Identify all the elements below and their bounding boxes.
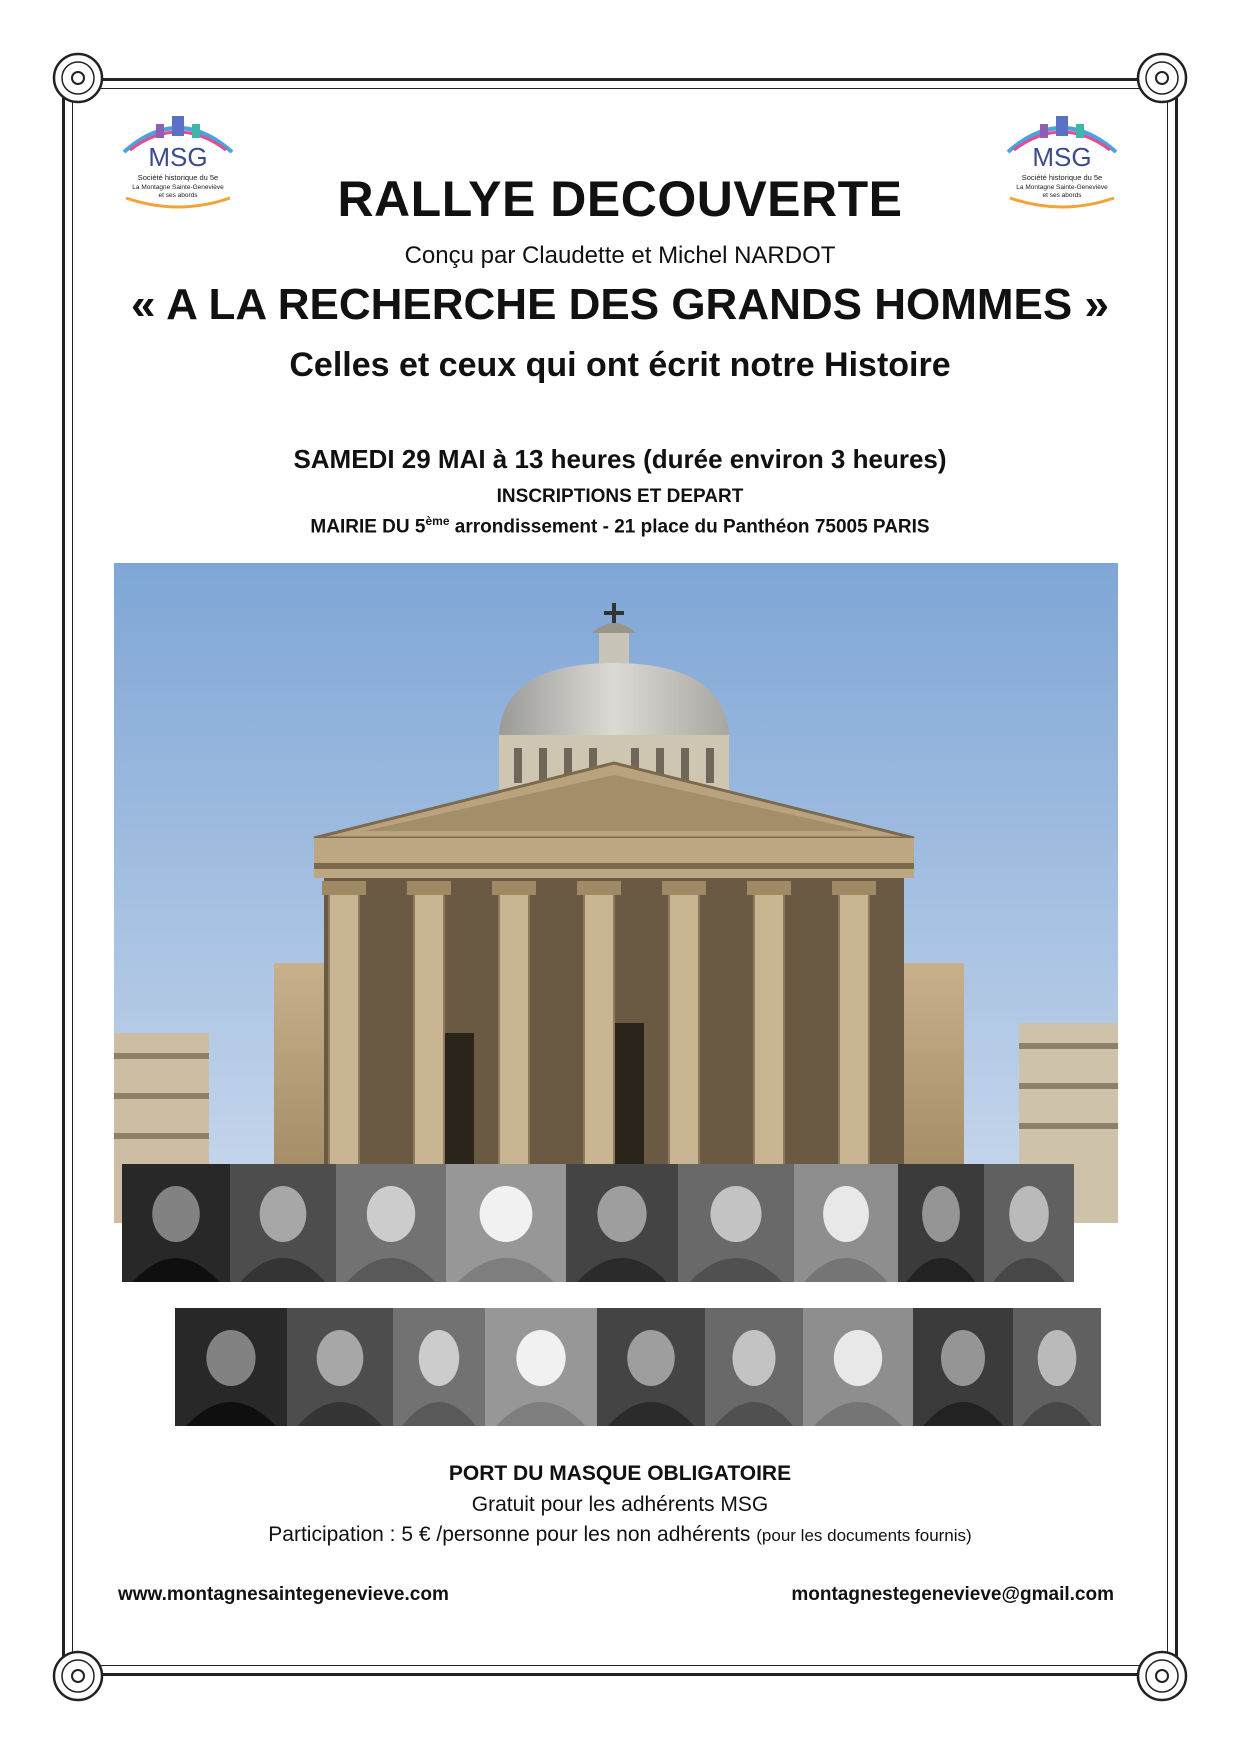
row1-portrait (566, 1164, 678, 1282)
mask-notice: PORT DU MASQUE OBLIGATOIRE (448, 1462, 792, 1485)
participation-fee: Participation : 5 € /personne pour les non adhérents (pour les documents fournis) (268, 1523, 972, 1546)
row2-portrait (597, 1308, 705, 1426)
row2-portrait (485, 1308, 597, 1426)
event-inscriptions: INSCRIPTIONS ET DEPART (496, 486, 744, 507)
free-for-members: Gratuit pour les adhérents MSG (471, 1493, 769, 1516)
row1-portrait (794, 1164, 898, 1282)
row1-portrait (122, 1164, 230, 1282)
row2-portrait (1013, 1308, 1101, 1426)
row2-portrait (393, 1308, 485, 1426)
row2-portrait (803, 1308, 913, 1426)
poster-title: RALLYE DECOUVERTE (337, 171, 903, 227)
event-address: MAIRIE DU 5ème arrondissement - 21 place du Panthéon 75005 PARIS (310, 514, 930, 538)
corner-ornament-top-right (1134, 50, 1190, 106)
row2-portrait (705, 1308, 803, 1426)
poster-subtitle: Celles et ceux qui ont écrit notre Histoire (289, 346, 951, 384)
portraits-row-2 (175, 1308, 1101, 1426)
corner-ornament-bottom-left (50, 1648, 106, 1704)
row2-portrait (175, 1308, 287, 1426)
svg-text:MSG: MSG (148, 142, 208, 172)
row1-portrait (336, 1164, 446, 1282)
poster-main-title: « A LA RECHERCHE DES GRANDS HOMMES » (131, 280, 1109, 329)
row1-portrait (984, 1164, 1074, 1282)
pantheon-photo (114, 563, 1118, 1223)
svg-text:Société historique du 5e: Société historique du 5e (137, 173, 219, 182)
svg-text:Société historique du 5e: Société historique du 5e (1021, 173, 1103, 182)
poster-byline: Conçu par Claudette et Michel NARDOT (404, 242, 836, 269)
corner-ornament-top-left (50, 50, 106, 106)
svg-text:MSG: MSG (1032, 142, 1092, 172)
svg-text:La Montagne Sainte-Geneviève: La Montagne Sainte-Geneviève (1016, 184, 1108, 191)
email-link[interactable]: montagnestegenevieve@gmail.com (791, 1584, 1114, 1605)
corner-ornament-bottom-right (1134, 1648, 1190, 1704)
row2-portrait (287, 1308, 393, 1426)
event-date: SAMEDI 29 MAI à 13 heures (durée environ 3 heures) (293, 444, 947, 474)
svg-text:et ses abords: et ses abords (1042, 192, 1082, 199)
website-link[interactable]: www.montagnesaintegenevieve.com (118, 1584, 449, 1605)
row2-portrait (913, 1308, 1013, 1426)
row1-portrait (446, 1164, 566, 1282)
participation-note: (pour les documents fournis) (756, 1526, 972, 1545)
svg-text:La Montagne Sainte-Geneviève: La Montagne Sainte-Geneviève (132, 184, 224, 191)
row1-portrait (230, 1164, 336, 1282)
portraits-row-1 (122, 1164, 1074, 1282)
svg-text:et ses abords: et ses abords (158, 192, 198, 199)
row1-portrait (678, 1164, 794, 1282)
row1-portrait (898, 1164, 984, 1282)
